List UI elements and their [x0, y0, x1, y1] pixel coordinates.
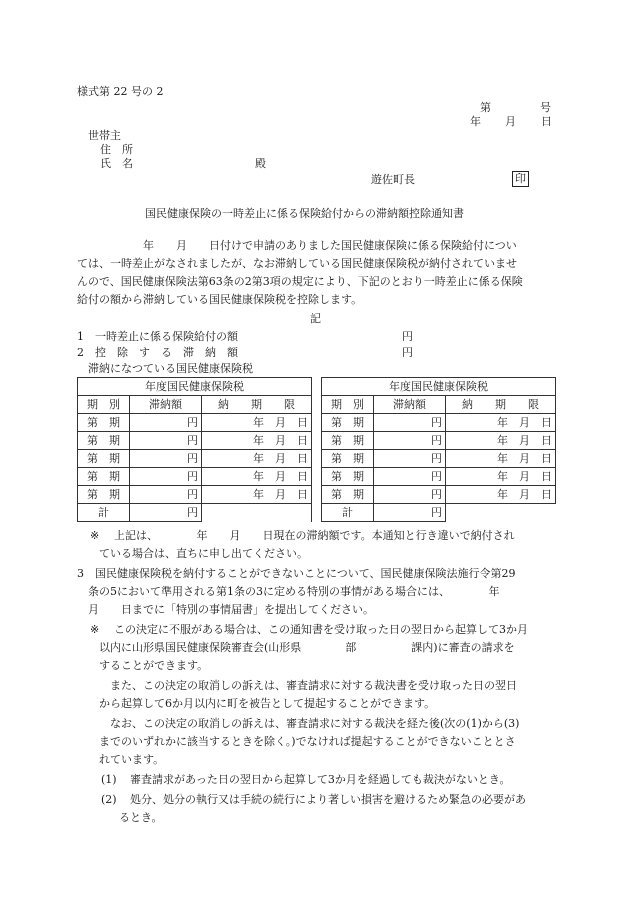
note1-line1: 上記は、 年 月 日現在の滞納額です。本通知と行き違いで納付され	[114, 529, 515, 542]
row-label: 第 期	[322, 468, 374, 486]
table-group-header-row	[78, 378, 556, 396]
seal-mark	[512, 171, 529, 187]
subitem2-text-cont: るとき。	[119, 811, 163, 824]
form-number: 様式第 22 号の 2	[77, 85, 164, 98]
date-year: 年	[470, 115, 481, 128]
row-label: 第 期	[322, 486, 374, 504]
note2-line: 以内に山形県国民健康保険審査会(山形県 部 課内)に審査の請求を	[99, 641, 515, 654]
note2-line: までのいずれかに該当するときを除く。)でなければ提起することができないこととさ	[99, 735, 516, 748]
honorific: 殿	[255, 157, 266, 170]
address-label: 住 所	[100, 143, 133, 156]
note1-line2: ている場合は、直ちに申し出てください。	[99, 547, 308, 560]
row-label: 第 期	[78, 468, 130, 486]
amount-cell: 円	[130, 486, 202, 504]
col-header-period: 期 別	[78, 396, 130, 414]
deadline-cell: 年 月 日	[202, 432, 312, 450]
item3-line2: 条の5において準用される第1条の3に定める特別の事情がある場合には、 年	[88, 585, 500, 598]
total-label: 計	[322, 504, 374, 522]
amount-cell: 円	[374, 468, 446, 486]
sender-title: 遊佐町長	[371, 173, 415, 186]
row-label: 第 期	[78, 414, 130, 432]
subitem2-text: 処分、処分の執行又は手続の続行により著しい損害を避けるため緊急の必要があ	[130, 793, 526, 806]
item2-unit: 円	[402, 346, 413, 359]
row-label: 第 期	[78, 486, 130, 504]
deadline-cell: 年 月 日	[202, 486, 312, 504]
note2-line: から起算して6か月以内に町を被告として提起することができます。	[99, 697, 436, 710]
subitem1-num: (1)	[101, 773, 117, 786]
col-header-period: 期 別	[322, 396, 374, 414]
amount-cell: 円	[130, 432, 202, 450]
group-header-left: 年度国民健康保険税	[78, 378, 312, 396]
deadline-cell: 年 月 日	[202, 414, 312, 432]
note1-mark: ※	[90, 529, 100, 542]
doc-number-go: 号	[540, 101, 551, 114]
table-total-row	[78, 504, 556, 522]
group-header-right: 年度国民健康保険税	[322, 378, 556, 396]
table-caption: 滞納になつている国民健康保険税	[88, 362, 253, 375]
date-day: 日	[541, 115, 552, 128]
note2-line: なお、この決定の取消しの訴えは、審査請求に対する裁決を経た後(次の(1)から(3)	[110, 717, 520, 730]
note2-line: することができます。	[99, 659, 209, 672]
col-header-deadline: 納 期 限	[446, 396, 556, 414]
deadline-cell: 年 月 日	[446, 450, 556, 468]
body-line-1: 年 月 日付けで申請のありました国民健康保険に係る保険給付につい	[77, 239, 517, 252]
row-label: 第 期	[322, 450, 374, 468]
amount-cell: 円	[374, 414, 446, 432]
note2-line: れています。	[99, 753, 165, 766]
amount-cell: 円	[130, 450, 202, 468]
item3-line1: 3 国民健康保険税を納付することができないことについて、国民健康保険法施行令第29	[77, 567, 516, 580]
item1-label: 1 一時差止に係る保険給付の額	[77, 330, 238, 343]
total-amount-cell: 円	[374, 504, 446, 522]
note2-line: また、この決定の取消しの訴えは、審査請求に対する裁決書を受け取った日の翌日	[110, 679, 517, 692]
table-row	[78, 414, 556, 432]
table-row	[78, 450, 556, 468]
item1-unit: 円	[402, 330, 413, 343]
total-label: 計	[78, 504, 130, 522]
ki-heading: 記	[310, 312, 321, 325]
table-row	[78, 432, 556, 450]
name-label: 氏 名	[100, 157, 133, 170]
deadline-cell: 年 月 日	[446, 468, 556, 486]
amount-cell: 円	[374, 432, 446, 450]
total-amount-cell: 円	[130, 504, 202, 522]
arrears-table	[77, 377, 556, 522]
amount-cell: 円	[130, 468, 202, 486]
date-month: 月	[505, 115, 516, 128]
subitem1-text: 審査請求があった日の翌日から起算して3か月を経過しても裁決がないとき。	[130, 773, 511, 786]
row-label: 第 期	[78, 432, 130, 450]
body-line-3: んので、国民健康保険法第63条の2第3項の規定により、下記のとおり一時差止に係る保険	[77, 275, 523, 288]
row-label: 第 期	[322, 432, 374, 450]
row-label: 第 期	[322, 414, 374, 432]
deadline-cell: 年 月 日	[446, 432, 556, 450]
col-header-deadline: 納 期 限	[202, 396, 312, 414]
item3-line3: 月 日までに「特別の事情届書」を提出してください。	[88, 603, 374, 616]
table-row	[78, 486, 556, 504]
body-line-4: 給付の額から滞納している国民健康保険税を控除します。	[77, 293, 363, 306]
document-title: 国民健康保険の一時差止に係る保険給付からの滞納額控除通知書	[145, 207, 464, 220]
subitem2-num: (2)	[101, 793, 117, 806]
deadline-cell: 年 月 日	[202, 450, 312, 468]
table-column-header-row	[78, 396, 556, 414]
item2-label: 2 控 除 す る 滞 納 額	[77, 346, 238, 359]
deadline-cell: 年 月 日	[446, 414, 556, 432]
doc-number-dai: 第	[480, 101, 491, 114]
deadline-cell: 年 月 日	[202, 468, 312, 486]
body-line-2: ては、一時差止がなされましたが、なお滞納している国民健康保険税が納付されていませ	[77, 257, 517, 270]
col-header-amount: 滞納額	[130, 396, 202, 414]
amount-cell: 円	[374, 486, 446, 504]
note2-line: この決定に不服がある場合は、この通知書を受け取った日の翌日から起算して3か月	[114, 623, 528, 636]
seal-text: 印	[512, 171, 529, 187]
addressee-head: 世帯主	[88, 129, 121, 142]
amount-cell: 円	[130, 414, 202, 432]
deadline-cell: 年 月 日	[446, 486, 556, 504]
note2-mark: ※	[90, 623, 100, 636]
col-header-amount: 滞納額	[374, 396, 446, 414]
table-row	[78, 468, 556, 486]
row-label: 第 期	[78, 450, 130, 468]
amount-cell: 円	[374, 450, 446, 468]
